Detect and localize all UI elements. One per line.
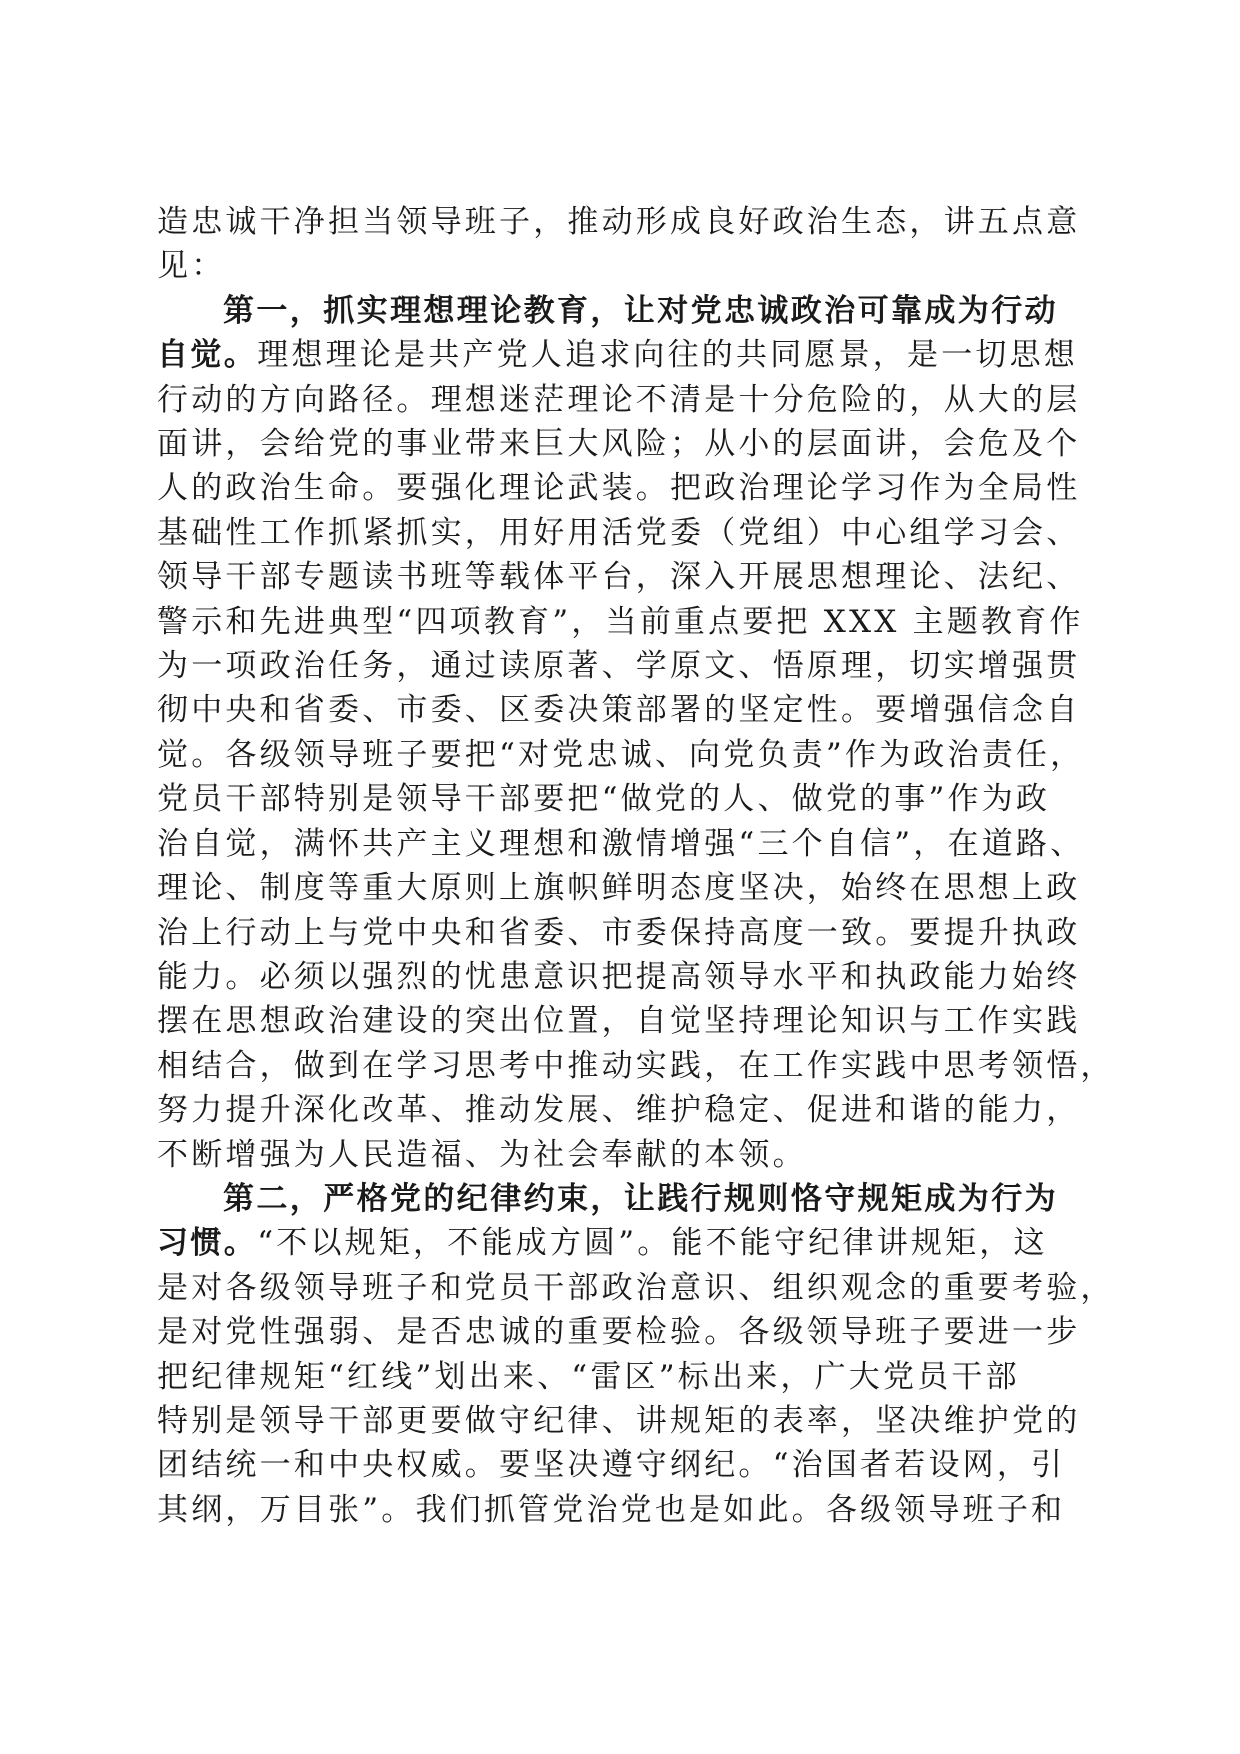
text-line: 彻中央和省委、市委、区委决策部署的坚定性。要增强信念自 xyxy=(157,692,1081,729)
text-line: 团结统一和中央权威。要坚决遵守纲纪。“治国者若设网，引 xyxy=(157,1447,1066,1484)
text-line: 理想理论是共产党人追求向往的共同愿景，是一切思想 xyxy=(257,337,1079,374)
text-line: “不以规矩，不能成方圆”。能不能守纪律讲规矩，这 xyxy=(257,1225,1048,1262)
text-line: 理论、制度等重大原则上旗帜鲜明态度坚决，始终在思想上政 xyxy=(157,870,1081,907)
paragraph-second-point xyxy=(157,1177,1115,1532)
text-line: 行动的方向路径。理想迷茫理论不清是十分危险的，从大的层 xyxy=(157,381,1081,418)
section-heading-second-cont: 习惯。 xyxy=(157,1225,258,1262)
text-line: 相结合，做到在学习思考中推动实践，在工作实践中思考领悟， xyxy=(157,1047,1115,1084)
paragraph-intro xyxy=(157,200,1081,289)
document-body xyxy=(157,200,1115,1532)
text-line: 是对各级领导班子和党员干部政治意识、组织观念的重要考验， xyxy=(157,1269,1115,1306)
text-line: 不断增强为人民造福、为社会奉献的本领。 xyxy=(157,1136,807,1173)
text-line: 努力提升深化改革、推动发展、维护稳定、促进和谐的能力， xyxy=(157,1092,1081,1129)
text-line: 特别是领导干部更要做守纪律、讲规矩的表率，坚决维护党的 xyxy=(157,1402,1081,1439)
section-heading-second: 第二，严格党的纪律约束，让践行规则恪守规矩成为行为 xyxy=(223,1180,1058,1217)
text-line: 治上行动上与党中央和省委、市委保持高度一致。要提升执政 xyxy=(157,914,1081,951)
text-line: 基础性工作抓紧抓实，用好用活党委（党组）中心组学习会、 xyxy=(157,514,1081,551)
paragraph-first-point xyxy=(157,289,1115,1177)
text-line: 领导干部专题读书班等载体平台，深入开展思想理论、法纪、 xyxy=(157,559,1081,596)
text-line: 能力。必须以强烈的忧患意识把提高领导水平和执政能力始终 xyxy=(157,958,1081,995)
text-line: 把纪律规矩“红线”划出来、“雷区”标出来，广大党员干部 xyxy=(157,1358,1020,1395)
text-line: 其纲，万目张”。我们抓管党治党也是如此。各级领导班子和 xyxy=(157,1491,1066,1528)
text-line: 党员干部特别是领导干部要把“做党的人、做党的事”作为政 xyxy=(157,781,1051,818)
section-heading-first-cont: 自觉。 xyxy=(157,337,258,374)
section-heading-first: 第一，抓实理想理论教育，让对党忠诚政治可靠成为行动 xyxy=(223,292,1058,329)
text-line: 见： xyxy=(157,248,226,285)
text-line: 是对党性强弱、是否忠诚的重要检验。各级领导班子要进一步 xyxy=(157,1314,1081,1351)
text-line: 人的政治生命。要强化理论武装。把政治理论学习作为全局性 xyxy=(157,470,1081,507)
text-line: 为一项政治任务，通过读原著、学原文、悟原理，切实增强贯 xyxy=(157,648,1081,685)
text-line: 造忠诚干净担当领导班子，推动形成良好政治生态，讲五点意 xyxy=(157,204,1081,240)
text-line: 面讲，会给党的事业带来巨大风险；从小的层面讲，会危及个 xyxy=(157,426,1081,463)
text-line: 觉。各级领导班子要把“对党忠诚、向党负责”作为政治责任， xyxy=(157,736,1085,773)
text-line: 治自觉，满怀共产主义理想和激情增强“三个自信”，在道路、 xyxy=(157,825,1085,862)
text-line: 警示和先进典型“四项教育”，当前重点要把 XXX 主题教育作 xyxy=(157,603,1084,640)
text-line: 摆在思想政治建设的突出位置，自觉坚持理论知识与工作实践 xyxy=(157,1003,1081,1040)
